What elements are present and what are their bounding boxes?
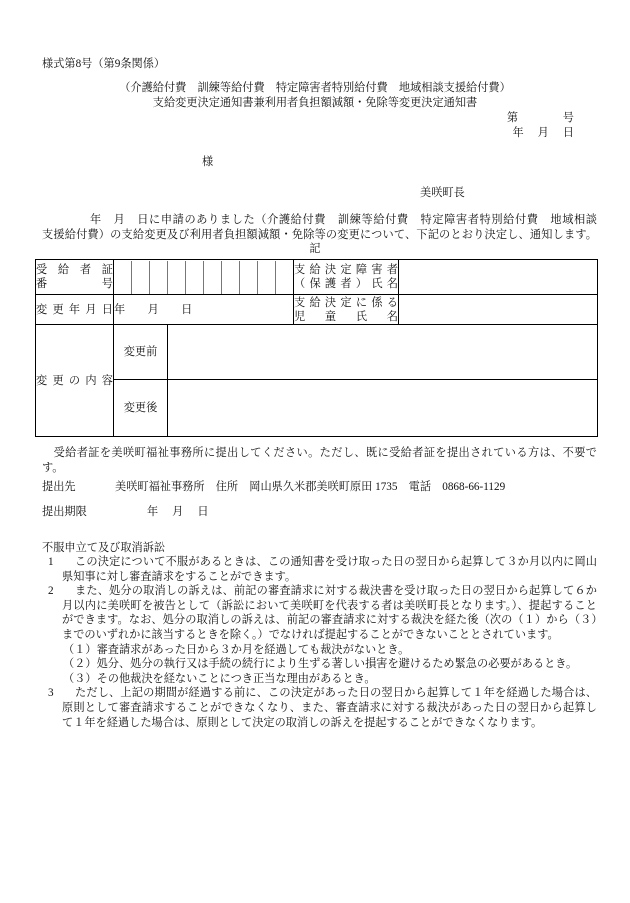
issue-date-line: 年 月 日 bbox=[512, 127, 574, 139]
appeal-item-3-text: ただし、上記の期間が経過する前に、この決定があった日の翌日から起算して１年を経過した場合は、原則として審査請求することができなくなり、また、審査請求に対する裁決があった日の翌日から起算して１年を経過した場合は、原則として決定の取消しの訴えを提起することができなくなります。 bbox=[62, 687, 597, 729]
after-change-label: 変更後 bbox=[114, 380, 168, 437]
appeal-item-3-number: 3 bbox=[48, 687, 54, 700]
recipient-number-cell bbox=[276, 261, 293, 294]
recipient-number-cell bbox=[222, 261, 240, 294]
submit-to-value: 美咲町福祉事務所 住所 岡山県久米郡美咲町原田 1735 電話 0868-66-1129 bbox=[115, 481, 506, 493]
appeal-item-1 bbox=[42, 555, 597, 584]
submit-to-line bbox=[42, 480, 505, 495]
record-marker: 記 bbox=[309, 243, 321, 255]
before-change-label: 変更前 bbox=[114, 325, 168, 380]
recipient-number-cell bbox=[114, 261, 132, 294]
recipient-number-cell bbox=[240, 261, 258, 294]
after-change-value bbox=[168, 380, 598, 437]
deadline-value: 年 月 日 bbox=[147, 506, 209, 518]
appeal-sub-item-1: （１）審査請求があった日から３か月を経過しても裁決がないとき。 bbox=[63, 643, 410, 656]
application-paragraph-line2: 支援給付費）の支給変更及び利用者負担額減額・免除等の変更について、下記のとおり決定し、通知します。 bbox=[42, 229, 597, 241]
issuer-name: 美咲町長 bbox=[420, 187, 465, 199]
recipient-number-cell bbox=[150, 261, 168, 294]
submission-note-line1: 受給者証を美咲町福祉事務所に提出してください。ただし、既に受給者証を提出されている方は、不要で bbox=[42, 447, 597, 459]
child-name-label: 支給決定に係る 児童氏名 bbox=[294, 296, 398, 323]
appeal-item-2 bbox=[42, 584, 597, 686]
grantee-name-value bbox=[399, 260, 598, 295]
submission-note bbox=[42, 446, 597, 476]
appeal-list bbox=[42, 555, 597, 730]
appeal-item-2-text: また、処分の取消しの訴えは、前記の審査請求に対する裁決書を受け取った日の翌日から起算して６か月以内に美咲町を被告として（訴訟において美咲町を代表する者は美咲町長となります。）、提起することができます。なお、処分の取消しの訴えは、前記の審査請求に対する裁決を経た後（次の（１）から（３）までのいずれかに該当するときを除く。）でなければ提起することができないこととされています。 bbox=[62, 585, 597, 641]
appeal-sub-item-3: （３）その他裁決を経ないことにつき正当な理由があるとき。 bbox=[63, 672, 376, 685]
change-content-label: 変更の内容 bbox=[36, 325, 114, 437]
appeal-sub-item-2: （２）処分、処分の執行又は手続の続行により生ずる著しい損害を避けるため緊急の必要があるとき。 bbox=[63, 658, 578, 671]
recipient-number-cell bbox=[258, 261, 276, 294]
submit-to-label: 提出先 bbox=[42, 481, 76, 493]
child-name-value bbox=[399, 295, 598, 325]
change-date-value: 年 月 日 bbox=[114, 295, 294, 325]
recipient-number-cells bbox=[114, 260, 294, 295]
document-title: 支給変更決定通知書兼利用者負担額減額・免除等変更決定通知書 bbox=[152, 97, 478, 109]
addressee-honorific: 様 bbox=[202, 156, 214, 168]
application-paragraph-line1: 年 月 日に申請のありました（介護給付費 訓練等給付費 特定障害者特別給付費 地域相談 bbox=[90, 214, 597, 226]
deadline-label: 提出期限 bbox=[42, 506, 87, 518]
form-number: 様式第8号（第9条関係） bbox=[42, 58, 166, 70]
appeal-heading: 不服申立て及び取消訴訟 bbox=[42, 542, 166, 554]
application-paragraph bbox=[42, 213, 597, 243]
appeal-item-2-number: 2 bbox=[48, 585, 54, 598]
appeal-item-1-text: この決定について不服があるときは、この通知書を受け取った日の翌日から起算して３か月以内に岡山県知事に対し審査請求をすることができます。 bbox=[62, 556, 597, 583]
recipient-number-cell bbox=[132, 261, 150, 294]
benefit-categories-subtitle: （介護給付費 訓練等給付費 特定障害者特別給付費 地域相談支援給付費） bbox=[119, 82, 511, 94]
appeal-item-3 bbox=[42, 686, 597, 730]
recipient-number-cell bbox=[204, 261, 222, 294]
recipient-number-label: 受給者証 番号 bbox=[36, 260, 114, 295]
appeal-item-1-number: 1 bbox=[48, 556, 54, 568]
before-change-value bbox=[168, 325, 598, 380]
grantee-name-label: 支給決定障害者 （保護者）氏名 bbox=[294, 260, 399, 295]
submission-note-line2: す。 bbox=[42, 462, 64, 474]
recipient-number-cell bbox=[186, 261, 204, 294]
decision-table bbox=[35, 259, 598, 437]
recipient-number-cell bbox=[168, 261, 186, 294]
change-date-label: 変更年月日 bbox=[36, 295, 114, 325]
deadline-line bbox=[42, 505, 209, 520]
document-number-line: 第 号 bbox=[506, 112, 574, 124]
